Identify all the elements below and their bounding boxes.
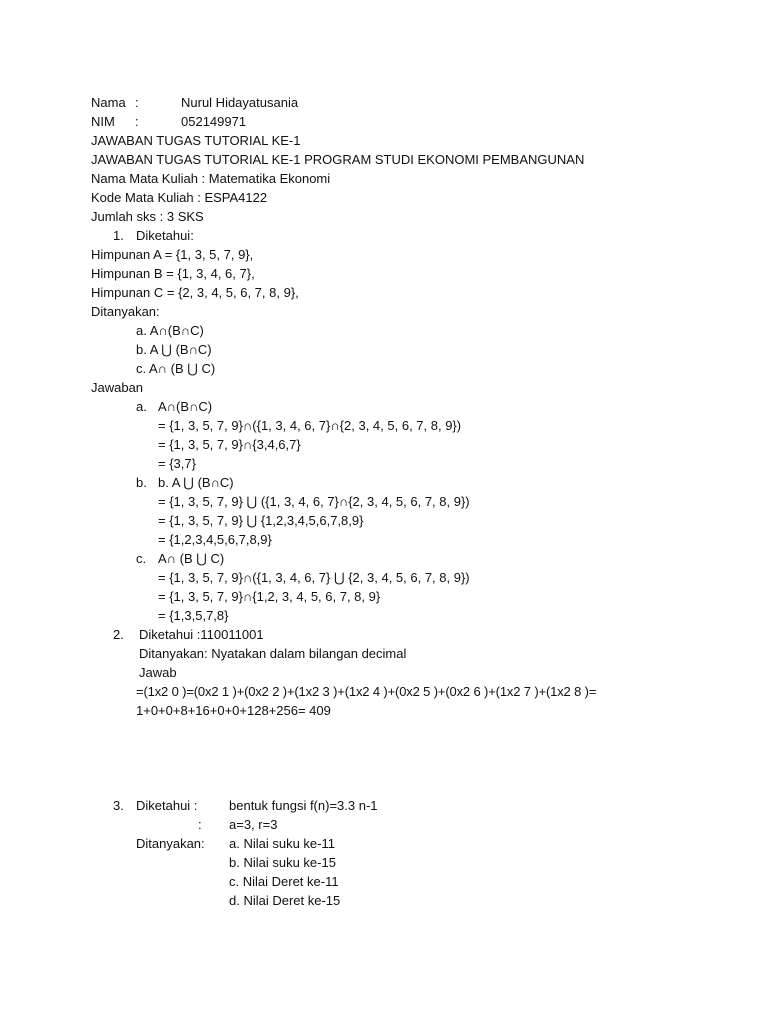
course-sks: Jumlah sks : 3 SKS bbox=[91, 209, 204, 224]
document-subtitle: JAWABAN TUGAS TUTORIAL KE-1 PROGRAM STUDI EKONOMI PEMBANGUNAN bbox=[91, 152, 585, 167]
q3-asked-item: b. Nilai suku ke-15 bbox=[229, 855, 336, 870]
q1-ans-a-title: A∩(B∩C) bbox=[158, 399, 213, 414]
q1-ans-a-step-3: = {3,7} bbox=[158, 456, 196, 471]
q3-colon: : bbox=[198, 817, 202, 832]
q3-known-value-2: a=3, r=3 bbox=[229, 817, 278, 832]
q1-ans-b-step-2: = {1, 3, 5, 7, 9} ⋃ {1,2,3,4,5,6,7,8,9} bbox=[158, 513, 364, 528]
name-value: Nurul Hidayatusania bbox=[181, 95, 299, 110]
q1-ans-b-letter: b. bbox=[136, 475, 147, 490]
q1-ans-b-step-1: = {1, 3, 5, 7, 9} ⋃ ({1, 3, 4, 6, 7}∩{2, 3, 4, 5, 6, 7, 8, 9}) bbox=[158, 494, 470, 509]
q3-known-value: bentuk fungsi f(n)=3.3 n-1 bbox=[229, 798, 378, 813]
q1-set-c: Himpunan C = {2, 3, 4, 5, 6, 7, 8, 9}, bbox=[91, 285, 299, 300]
q3-asked-label: Ditanyakan: bbox=[136, 836, 205, 851]
nim-value: 052149971 bbox=[181, 114, 247, 129]
q3-number: 3. bbox=[113, 798, 124, 813]
nim-colon: : bbox=[135, 114, 139, 129]
document-title: JAWABAN TUGAS TUTORIAL KE-1 bbox=[91, 133, 301, 148]
q3-known-label: Diketahui : bbox=[136, 798, 198, 813]
q3-asked-item: a. Nilai suku ke-11 bbox=[229, 836, 335, 851]
q1-known-label: Diketahui: bbox=[136, 228, 194, 243]
q3-asked-item: c. Nilai Deret ke-11 bbox=[229, 874, 339, 889]
name-colon: : bbox=[135, 95, 139, 110]
nim-label: NIM bbox=[91, 114, 115, 129]
q1-ans-b-step-3: = {1,2,3,4,5,6,7,8,9} bbox=[158, 532, 272, 547]
q1-ans-c-title: A∩ (B ⋃ C) bbox=[158, 551, 225, 566]
q1-ans-b-title: b. A ⋃ (B∩C) bbox=[158, 475, 234, 490]
q1-ans-a-letter: a. bbox=[136, 399, 147, 414]
q1-set-a: Himpunan A = {1, 3, 5, 7, 9}, bbox=[91, 247, 254, 262]
name-label: Nama bbox=[91, 95, 126, 110]
course-name: Nama Mata Kuliah : Matematika Ekonomi bbox=[91, 171, 331, 186]
q1-ans-c-step-3: = {1,3,5,7,8} bbox=[158, 608, 229, 623]
q2-formula: =(1x2 0 )=(0x2 1 )+(0x2 2 )+(1x2 3 )+(1x2 4 )+(0x2 5 )+(0x2 6 )+(1x2 7 )+(1x2 8 )= bbox=[136, 684, 597, 699]
course-code: Kode Mata Kuliah : ESPA4122 bbox=[91, 190, 268, 205]
q2-known: Diketahui :110011001 bbox=[139, 627, 264, 642]
q1-asked-a: a. A∩(B∩C) bbox=[136, 323, 204, 338]
q2-answer-label: Jawab bbox=[139, 665, 177, 680]
q1-ans-c-letter: c. bbox=[136, 551, 147, 566]
q1-ans-c-step-2: = {1, 3, 5, 7, 9}∩{1,2, 3, 4, 5, 6, 7, 8, 9} bbox=[158, 589, 381, 604]
q1-number: 1. bbox=[113, 228, 124, 243]
q2-result: 1+0+0+8+16+0+0+128+256= 409 bbox=[136, 703, 331, 718]
q1-asked-c: c. A∩ (B ⋃ C) bbox=[136, 361, 216, 376]
q1-ans-a-step-1: = {1, 3, 5, 7, 9}∩({1, 3, 4, 6, 7}∩{2, 3, 4, 5, 6, 7, 8, 9}) bbox=[158, 418, 462, 433]
q1-asked-b: b. A ⋃ (B∩C) bbox=[136, 342, 212, 357]
q1-set-b: Himpunan B = {1, 3, 4, 6, 7}, bbox=[91, 266, 255, 281]
q1-ans-a-step-2: = {1, 3, 5, 7, 9}∩{3,4,6,7} bbox=[158, 437, 301, 452]
q2-number: 2. bbox=[113, 627, 124, 642]
q1-ans-c-step-1: = {1, 3, 5, 7, 9}∩({1, 3, 4, 6, 7} ⋃ {2, 3, 4, 5, 6, 7, 8, 9}) bbox=[158, 570, 470, 585]
q1-answer-label: Jawaban bbox=[91, 380, 144, 395]
q1-asked-label: Ditanyakan: bbox=[91, 304, 160, 319]
q2-asked: Ditanyakan: Nyatakan dalam bilangan decimal bbox=[139, 646, 407, 661]
q3-asked-item: d. Nilai Deret ke-15 bbox=[229, 893, 341, 908]
